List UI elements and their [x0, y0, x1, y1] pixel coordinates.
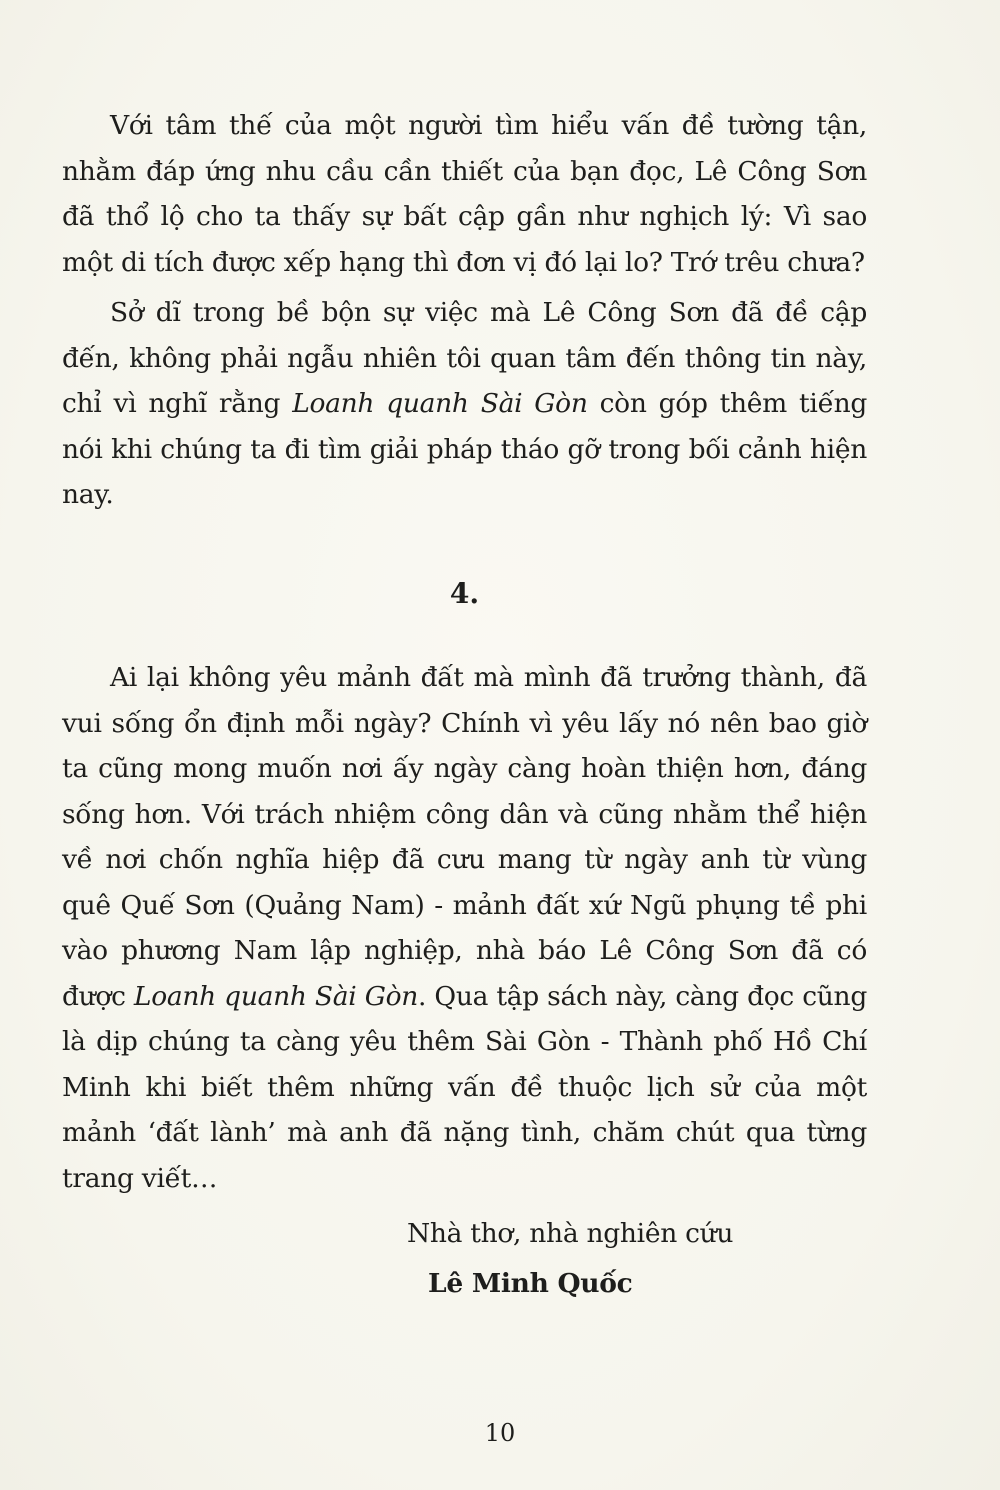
text-run: . Qua tập sách này, càng đọc cũng là dịp chúng ta càng yêu thêm Sài Gòn - Thành phố Hồ Chí Minh khi biết thêm những vấn đề thuộc lịch sử của một mảnh ‘đất lành’ mà anh đã nặng tình, chăm chút qua từng trang viết…	[62, 980, 867, 1194]
body-text	[62, 103, 867, 1306]
text-run: Với tâm thế của một người tìm hiểu vấn đề tường tận, nhằm đáp ứng nhu cầu cần thiết của bạn đọc, Lê Công Sơn đã thổ lộ cho ta thấy sự bất cập gần như nghịch lý: Vì sao một di tích được xếp hạng thì đơn vị đó lại lo? Trớ trêu chưa?	[62, 110, 867, 278]
author-name: Lê Minh Quốc	[428, 1267, 633, 1299]
paragraph-1	[62, 103, 867, 285]
author-role: Nhà thơ, nhà nghiên cứu	[407, 1218, 734, 1249]
italic-title: Loanh quanh Sài Gòn	[292, 388, 588, 419]
paragraph-3	[62, 655, 867, 1201]
paragraph-2	[62, 290, 867, 518]
text-run: còn góp thêm tiếng nói khi chúng ta đi tìm giải pháp tháo gỡ trong bối cảnh hiện nay.	[62, 388, 868, 510]
page-number: 10	[484, 1419, 516, 1447]
text-run: Sở dĩ trong bề bộn sự việc mà Lê Công Sơn đã đề cập đến, không phải ngẫu nhiên tôi quan tâm đến thông tin này, chỉ vì nghĩ rằng	[62, 297, 867, 419]
text-run: Ai lại không yêu mảnh đất mà mình đã trưởng thành, đã vui sống ổn định mỗi ngày? Chính vì yêu lấy nó nên bao giờ ta cũng mong muốn nơi ấy ngày càng hoàn thiện hơn, đáng sống hơn. Với trách nhiệm công dân và cũng nhằm thể hiện về nơi chốn nghĩa hiệp đã cưu mang từ ngày anh từ vùng quê Quế Sơn (Quảng Nam) - mảnh đất xứ Ngũ phụng tề phi vào phương Nam lập nghiệp, nhà báo Lê Công Sơn đã có được	[62, 662, 867, 1012]
signature-block	[62, 1211, 867, 1306]
section-heading: 4.	[449, 576, 480, 610]
italic-title: Loanh quanh Sài Gòn	[133, 980, 419, 1012]
